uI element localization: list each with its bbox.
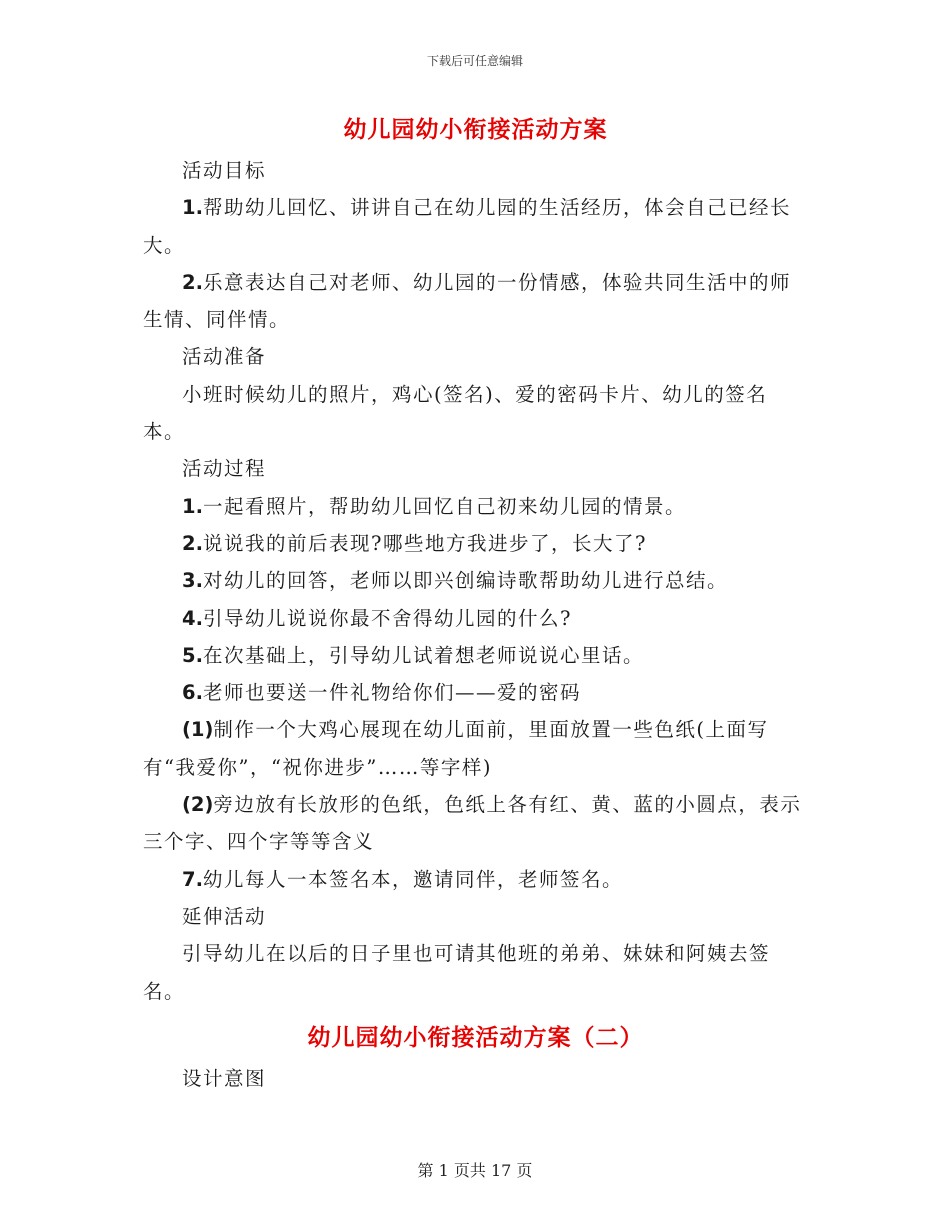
paragraph-text: 制作一个大鸡心展现在幼儿面前，里面放置一些色纸(上面写有“我爱你”，“祝你进步”……等字样) — [143, 718, 769, 779]
paragraph — [143, 1060, 808, 1097]
paragraph-number: 1. — [182, 494, 203, 518]
paragraph-text: 乐意表达自己对老师、幼儿园的一份情感，体验共同生活中的师生情、同伴情。 — [143, 270, 791, 332]
paragraph — [143, 562, 808, 599]
paragraph-text: 延伸活动 — [182, 904, 267, 928]
document-title-2: 幼儿园幼小衔接活动方案（二） — [307, 1023, 644, 1051]
page-footer: 第 1 页共 17 页 — [417, 1161, 533, 1180]
paragraph-number: 2. — [182, 270, 203, 294]
paragraph — [143, 637, 808, 674]
paragraph — [143, 861, 808, 898]
paragraph-text: 设计意图 — [182, 1066, 267, 1090]
paragraph — [143, 786, 808, 861]
paragraph-number: 2. — [182, 531, 203, 555]
paragraph-text: 活动目标 — [182, 159, 267, 182]
paragraph-number: 4. — [182, 606, 203, 630]
paragraph-text: 在次基础上，引导幼儿试着想老师说说心里话。 — [202, 643, 644, 667]
paragraph — [143, 600, 808, 637]
paragraph-number: 7. — [182, 867, 203, 891]
paragraph — [143, 189, 808, 264]
paragraph — [143, 338, 808, 375]
paragraph-number: (2) — [182, 793, 214, 817]
paragraph-text: 活动准备 — [182, 345, 267, 369]
section-1 — [143, 152, 808, 1010]
paragraph — [143, 674, 808, 711]
paragraph-text: 说说我的前后表现?哪些地方我进步了，长大了? — [202, 531, 647, 555]
paragraph — [143, 935, 808, 1010]
paragraph-text: 旁边放有长放形的色纸，色纸上各有红、黄、蓝的小圆点，表示三个字、四个字等等含义 — [143, 793, 802, 854]
paragraph-text: 幼儿每人一本签名本，邀请同伴，老师签名。 — [202, 867, 623, 891]
paragraph-text: 老师也要送一件礼物给你们——爱的密码 — [202, 681, 581, 705]
document-title: 幼儿园幼小衔接活动方案 — [343, 116, 608, 143]
header-note: 下载后可任意编辑 — [426, 54, 523, 68]
paragraph — [143, 376, 808, 451]
document-body — [143, 108, 808, 1097]
paragraph-text: 对幼儿的回答，老师以即兴创编诗歌帮助幼儿进行总结。 — [202, 569, 728, 593]
paragraph — [143, 264, 808, 339]
paragraph-text: 引导幼儿说说你最不舍得幼儿园的什么? — [202, 606, 572, 630]
paragraph-text: 一起看照片，帮助幼儿回忆自己初来幼儿园的情景。 — [202, 494, 686, 518]
paragraph-number: 5. — [182, 643, 203, 667]
paragraph — [143, 152, 808, 189]
paragraph-text: 活动过程 — [182, 457, 267, 481]
paragraph-number: 3. — [182, 569, 203, 593]
paragraph-number: 6. — [182, 681, 203, 705]
paragraph-number: 1. — [182, 196, 203, 220]
paragraph — [143, 488, 808, 525]
paragraph-text: 帮助幼儿回忆、讲讲自己在幼儿园的生活经历，体会自己已经长大。 — [143, 196, 791, 257]
section-2 — [143, 1060, 808, 1097]
paragraph — [143, 450, 808, 487]
paragraph — [143, 525, 808, 562]
paragraph — [143, 898, 808, 935]
paragraph-text: 小班时候幼儿的照片，鸡心(签名)、爱的密码卡片、幼儿的签名本。 — [143, 382, 768, 444]
paragraph-number: (1) — [182, 718, 214, 742]
paragraph-text: 引导幼儿在以后的日子里也可请其他班的弟弟、妹妹和阿姨去签名。 — [143, 942, 771, 1003]
paragraph — [143, 711, 808, 786]
